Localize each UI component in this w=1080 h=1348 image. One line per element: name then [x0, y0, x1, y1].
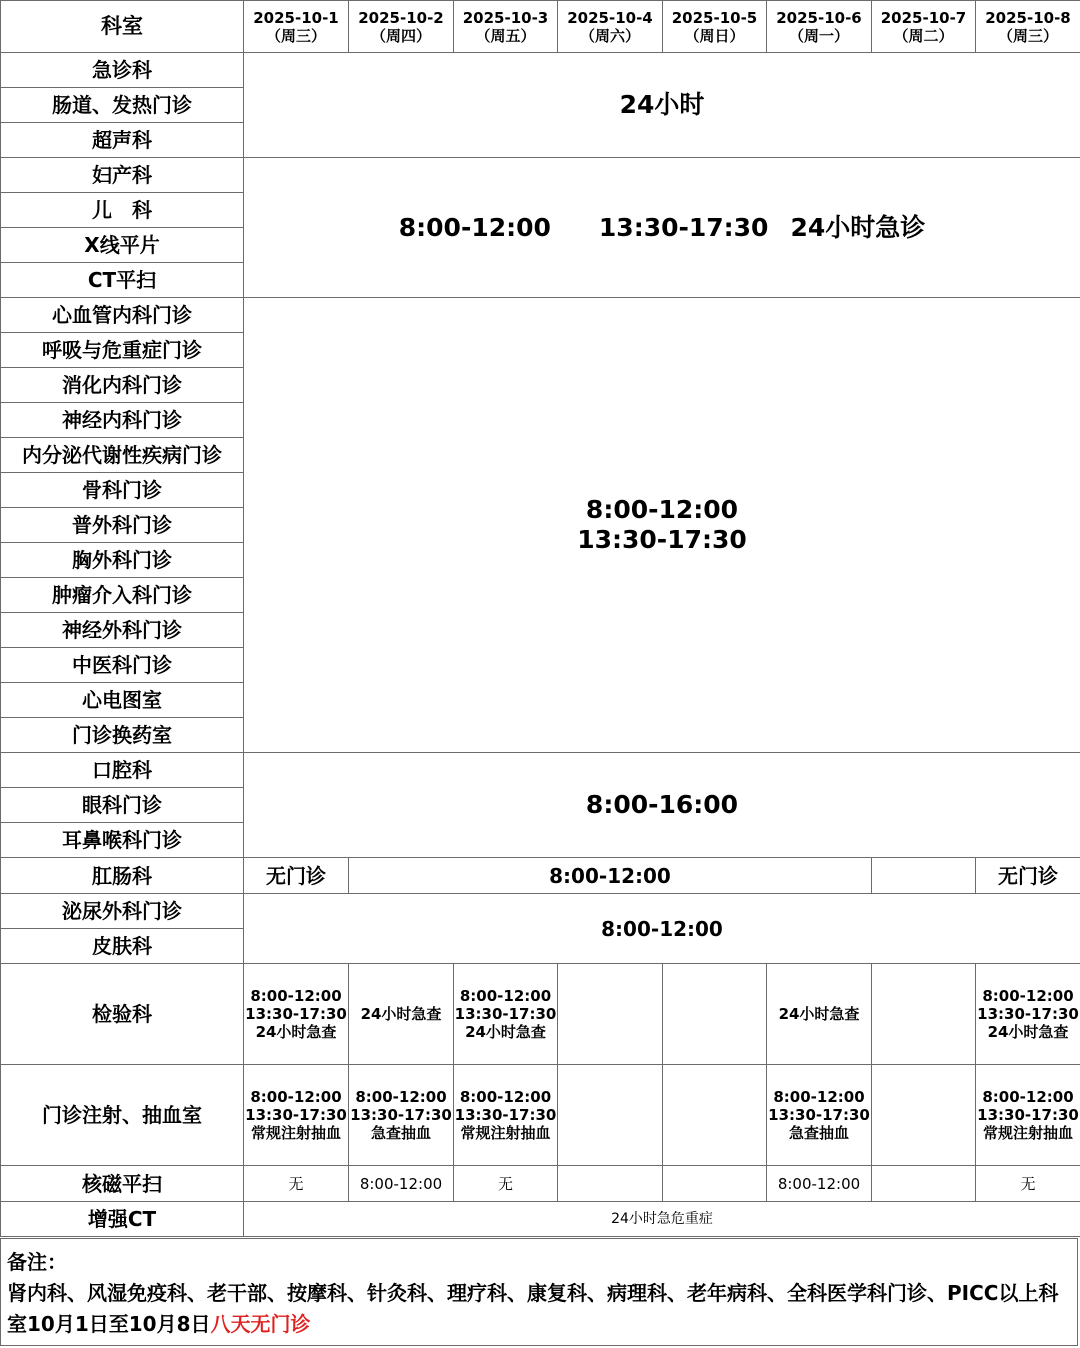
empty-cell	[558, 964, 663, 1065]
hours-24h: 24小时	[244, 53, 1080, 158]
lab-row	[1, 964, 1080, 1065]
empty-cell	[663, 1065, 767, 1166]
dept-name: 肿瘤介入科门诊	[1, 578, 244, 613]
empty-cell	[558, 1065, 663, 1166]
enhanced-ct-hours: 24小时急危重症	[244, 1202, 1080, 1237]
mri-cell: 无	[976, 1166, 1080, 1202]
dept-name: 胸外科门诊	[1, 543, 244, 578]
lab-cell: 8:00-12:00 13:30-17:30 24小时急查	[454, 964, 558, 1065]
pm-hours: 13:30-17:30	[577, 525, 747, 554]
mri-cell: 8:00-12:00	[349, 1166, 454, 1202]
dept-name: 中医科门诊	[1, 648, 244, 683]
dept-name: 门诊换药室	[1, 718, 244, 753]
am-hours: 8:00-12:00	[585, 495, 739, 524]
dept-name: 增强CT	[1, 1202, 244, 1237]
dept-name: 儿 科	[1, 193, 244, 228]
date-header: 2025-10-2 （周四）	[349, 1, 454, 53]
mri-cell: 无	[244, 1166, 349, 1202]
notes-section	[0, 1238, 1078, 1346]
am-hours: 8:00-12:00	[349, 858, 872, 894]
dept-name: X线平片	[1, 228, 244, 263]
dept-name: 急诊科	[1, 53, 244, 88]
dept-name: 内分泌代谢性疾病门诊	[1, 438, 244, 473]
empty-cell	[872, 1065, 976, 1166]
am-hours: 8:00-12:00	[398, 212, 551, 242]
enhanced-ct-row	[1, 1202, 1080, 1237]
notes-highlight: 八天无门诊	[210, 1312, 311, 1336]
dept-name: 普外科门诊	[1, 508, 244, 543]
anorectal-row	[1, 858, 1080, 894]
dept-name: 消化内科门诊	[1, 368, 244, 403]
lab-cell: 24小时急查	[349, 964, 454, 1065]
date-header: 2025-10-8 （周三）	[976, 1, 1080, 53]
empty-cell	[872, 1166, 976, 1202]
dept-name: 心血管内科门诊	[1, 298, 244, 333]
dept-name: 眼科门诊	[1, 788, 244, 823]
injection-cell: 8:00-12:00 13:30-17:30 常规注射抽血	[454, 1065, 558, 1166]
dept-name: 心电图室	[1, 683, 244, 718]
dept-name: 呼吸与危重症门诊	[1, 333, 244, 368]
empty-cell	[663, 1166, 767, 1202]
lab-cell: 8:00-12:00 13:30-17:30 24小时急查	[976, 964, 1080, 1065]
dept-name: CT平扫	[1, 263, 244, 298]
injection-cell: 8:00-12:00 13:30-17:30 急查抽血	[767, 1065, 872, 1166]
mri-cell: 无	[454, 1166, 558, 1202]
mri-cell: 8:00-12:00	[767, 1166, 872, 1202]
dept-name: 妇产科	[1, 158, 244, 193]
date-header: 2025-10-6 （周一）	[767, 1, 872, 53]
dept-name: 门诊注射、抽血室	[1, 1065, 244, 1166]
empty-cell	[558, 1166, 663, 1202]
emergency-hours: 24小时急诊	[790, 212, 926, 242]
notes-text: 肾内科、风湿免疫科、老干部、按摩科、针灸科、理疗科、康复科、病理科、老年病科、全科医学科门诊、PICC以上科室10月1日至10月8日八天无门诊	[7, 1281, 1059, 1336]
date-header: 2025-10-1 （周三）	[244, 1, 349, 53]
hours-group-2	[244, 158, 1080, 298]
dept-name: 泌尿外科门诊	[1, 894, 244, 929]
dept-name: 检验科	[1, 964, 244, 1065]
dept-name: 核磁平扫	[1, 1166, 244, 1202]
empty-cell	[872, 858, 976, 894]
injection-cell: 8:00-12:00 13:30-17:30 常规注射抽血	[976, 1065, 1080, 1166]
lab-cell: 8:00-12:00 13:30-17:30 24小时急查	[244, 964, 349, 1065]
date-header: 2025-10-5 （周日）	[663, 1, 767, 53]
hours-group-3	[244, 298, 1080, 753]
empty-cell	[663, 964, 767, 1065]
date-header: 2025-10-7 （周二）	[872, 1, 976, 53]
dept-name: 神经内科门诊	[1, 403, 244, 438]
dept-name: 肠道、发热门诊	[1, 88, 244, 123]
hours-group-4: 8:00-16:00	[244, 753, 1080, 858]
hours-group-5: 8:00-12:00	[244, 894, 1080, 964]
dept-name: 皮肤科	[1, 929, 244, 964]
dept-name: 骨科门诊	[1, 473, 244, 508]
injection-cell: 8:00-12:00 13:30-17:30 急查抽血	[349, 1065, 454, 1166]
dept-name: 神经外科门诊	[1, 613, 244, 648]
dept-name: 超声科	[1, 123, 244, 158]
mri-row	[1, 1166, 1080, 1202]
dept-column-header: 科室	[1, 1, 244, 53]
date-header: 2025-10-3 （周五）	[454, 1, 558, 53]
injection-cell: 8:00-12:00 13:30-17:30 常规注射抽血	[244, 1065, 349, 1166]
date-header: 2025-10-4 （周六）	[558, 1, 663, 53]
pm-hours: 13:30-17:30	[598, 212, 769, 242]
injection-row	[1, 1065, 1080, 1166]
no-clinic: 无门诊	[976, 858, 1080, 894]
dept-name: 口腔科	[1, 753, 244, 788]
no-clinic: 无门诊	[244, 858, 349, 894]
dept-name: 肛肠科	[1, 858, 244, 894]
header-row	[1, 1, 1080, 53]
notes-label: 备注：	[7, 1250, 67, 1274]
lab-cell: 24小时急查	[767, 964, 872, 1065]
dept-name: 耳鼻喉科门诊	[1, 823, 244, 858]
empty-cell	[872, 964, 976, 1065]
